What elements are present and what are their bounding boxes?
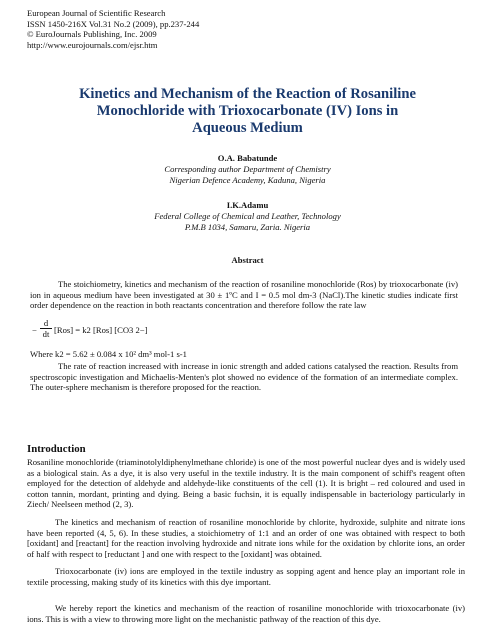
journal-name: European Journal of Scientific Research <box>27 8 166 18</box>
author-name: I.K.Adamu <box>226 200 269 210</box>
title-line-3: Aqueous Medium <box>192 120 303 137</box>
author-affiliation: Nigerian Defence Academy, Kaduna, Nigeria <box>169 174 326 185</box>
intro-paragraph: Rosaniline monochloride (triaminotolyldiphenylmethane chloride) is one of the most powerful nuclear dyes and is widely used as a biological stain. As a dye, it is also very useful in the textile industry. It is the main component of schiff's reagent often employed for the detection of aldehyde and aldehyde-like constituents of the cell (1). It is bright – red coloured and used in cotton tannin, mordant, printing and dying. Being a basic fuchsin, it is equally indispensable in bacteriology particularly in Ziech/ Neelseen method (2, 3). <box>27 457 465 510</box>
title-line-2: Monochloride with Trioxocarbonate (IV) Ions in <box>96 103 399 120</box>
equation-minus: − <box>32 325 37 335</box>
author-block-2 <box>40 200 455 232</box>
intro-paragraph: We hereby report the kinetics and mechanism of the reaction of rosaniline monochloride with trioxocarbonate (iv) ions. This is with a view to throwing more light on the mechanistic pathway of the reaction of this dye. <box>27 603 465 624</box>
title-line-1: Kinetics and Mechanism of the Reaction of Rosaniline <box>79 86 416 102</box>
author-affiliation: Federal College of Chemical and Leather, Technology <box>154 210 341 221</box>
abstract-paragraph: The rate of reaction increased with increase in ionic strength and added cations catalysed the reaction. Results from spectroscopic investigation and Michaelis-Menten's plot showed no evidence of the formation of an intermediate complex. The outer-sphere mechanism is therefore proposed for the reaction. <box>30 361 458 393</box>
equation-fraction <box>40 319 52 339</box>
journal-issn: ISSN 1450-216X Vol.31 No.2 (2009), pp.237-244 <box>27 18 200 29</box>
journal-header <box>27 8 199 50</box>
author-block-1 <box>40 153 455 185</box>
equation-denominator: dt <box>42 329 50 339</box>
journal-copyright: © EuroJournals Publishing, Inc. 2009 <box>27 29 157 40</box>
section-heading-introduction: Introduction <box>27 443 86 455</box>
equation-body: [Ros] = k2 [Ros] [CO3 2−] <box>54 325 148 335</box>
journal-url: http://www.eurojournals.com/ejsr.htm <box>27 39 158 50</box>
author-affiliation: Corresponding author Department of Chemistry <box>164 163 331 174</box>
rate-constant: Where k2 = 5.62 ± 0.084 x 10² dm³ mol-1 s-1 <box>30 349 187 359</box>
abstract-paragraph: The stoichiometry, kinetics and mechanism of the reaction of rosaniline monochloride (Ros) by trioxocarbonate (iv) ion in aqueous medium have been investigated at 30 ± 1ºC and I = 0.5 mol dm-3 (NaCl).The kinetic studies indicate first order dependence on the reaction in both reactants concentration and therefore follow the rate law <box>30 279 458 311</box>
intro-paragraph: Trioxocarbonate (iv) ions are employed in the textile industry as sopping agent and hence play an important role in textile processing, making study of its kinetics with this dye important. <box>27 566 465 587</box>
paper-title <box>40 86 455 138</box>
author-name: O.A. Babatunde <box>217 153 278 163</box>
abstract-heading: Abstract <box>231 255 264 265</box>
equation-numerator: d <box>40 319 52 329</box>
author-affiliation: P.M.B 1034, Samaru, Zaria. Nigeria <box>184 221 311 232</box>
intro-paragraph: The kinetics and mechanism of reaction of rosaniline monochloride by chlorite, hydroxide, sulphite and nitrate ions have been reported (4, 5, 6). In these studies, a stoichiometry of 1:1 and an order of one was obtained with respect to both [oxidant] and [reactant] for the reaction involving hydroxide and nitrate ions while for the oxidation by chlorite ions, an order of half with respect to [reductant ] and one with respect to the [oxidant] was obtained. <box>27 517 465 559</box>
